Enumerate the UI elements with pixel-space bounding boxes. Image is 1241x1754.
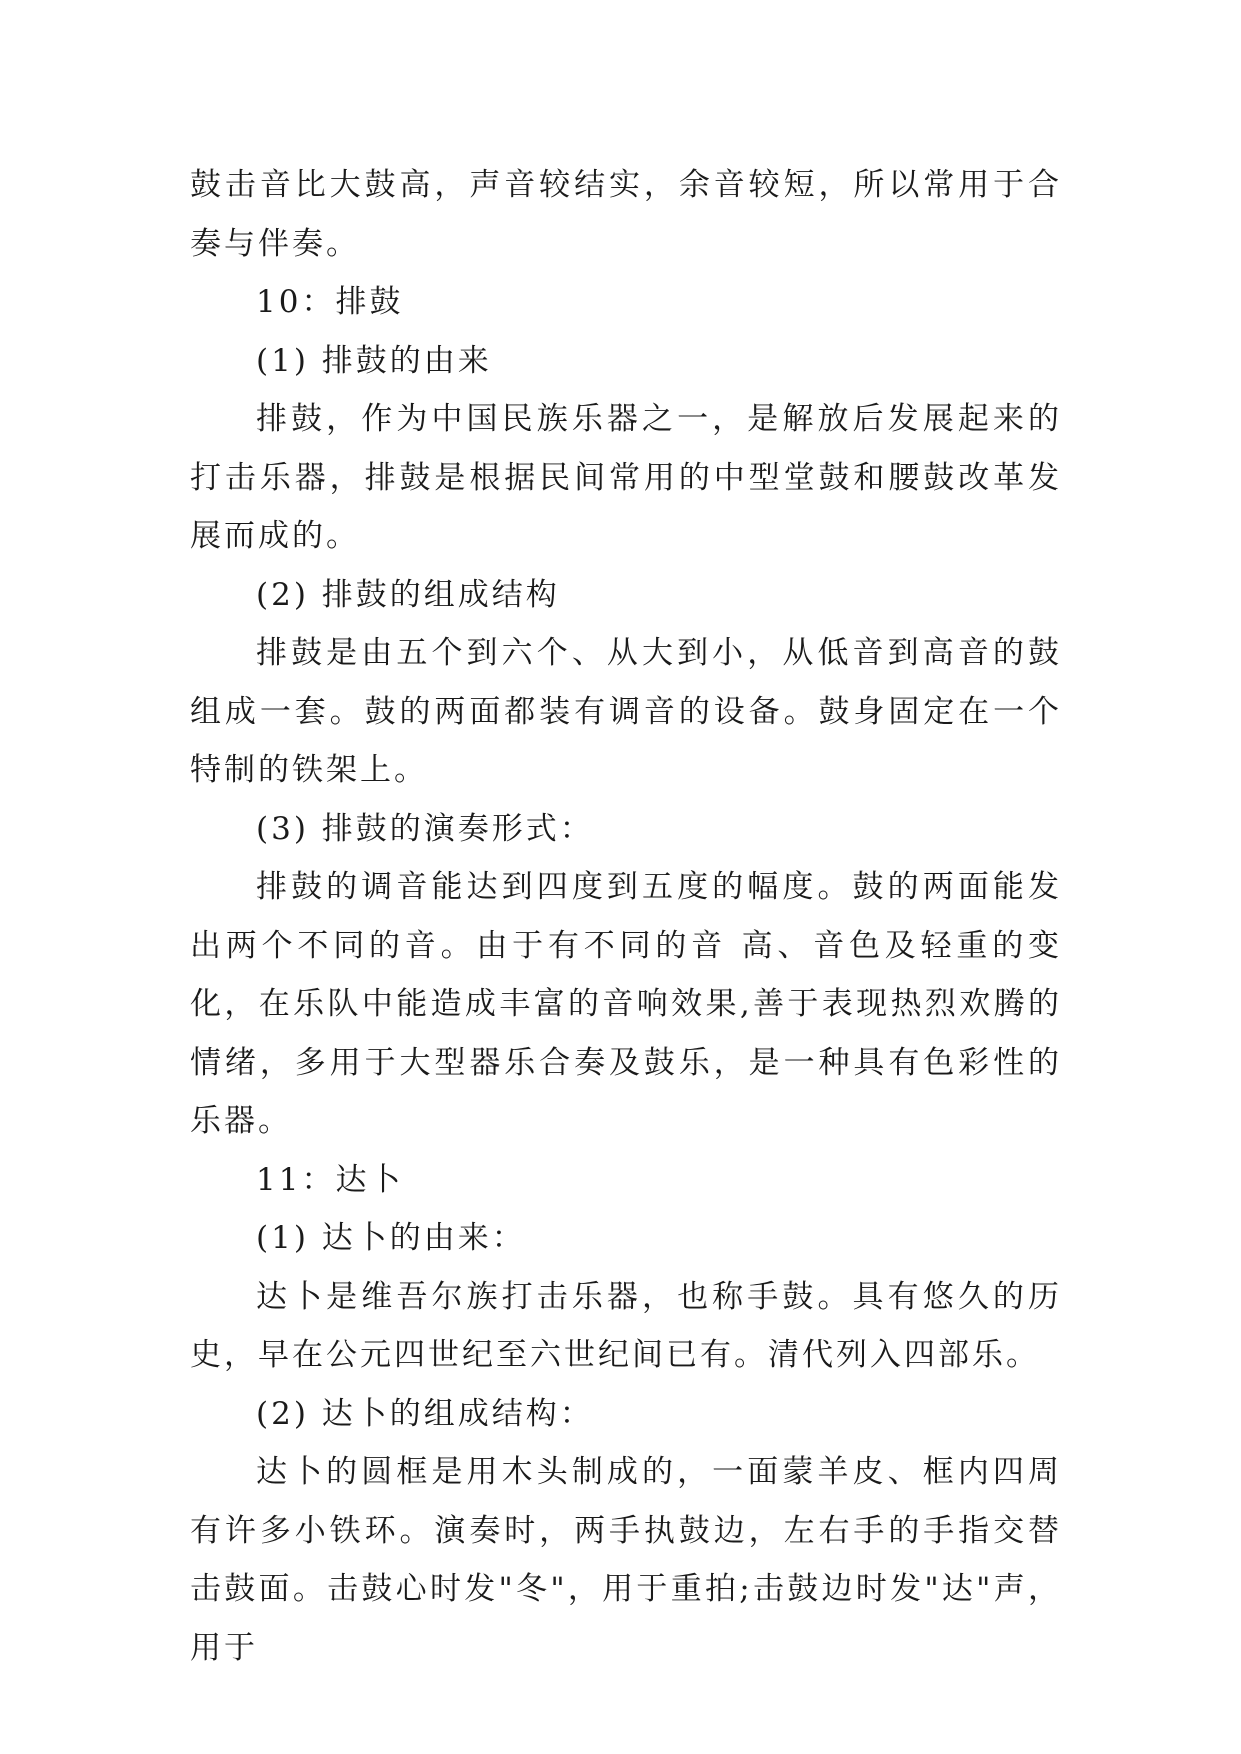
paragraph-dabu-structure: 达卜的圆框是用木头制成的，一面蒙羊皮、框内四周有许多小铁环。演奏时，两手执鼓边，左右手的手指交替击鼓面。击鼓心时发"冬"，用于重拍;击鼓边时发"达"声，用于 (190, 1454, 1062, 1666)
paragraph-dabu-origin: 达卜是维吾尔族打击乐器，也称手鼓。具有悠久的历史，早在公元四世纪至六世纪间已有。清代列入四部乐。 (190, 1278, 1062, 1373)
subheading-paigu-origin: (1) 排鼓的由来 (256, 342, 492, 379)
section-heading-dabu: 11：达卜 (256, 1161, 404, 1198)
paragraph-paigu-performance: 排鼓的调音能达到四度到五度的幅度。鼓的两面能发出两个不同的音。由于有不同的音 高、音色及轻重的变化，在乐队中能造成丰富的音响效果,善于表现热烈欢腾的情绪，多用于大型器乐合奏及鼓乐，是一种具有色彩性的乐器。 (190, 869, 1062, 1139)
paragraph-continuation: 鼓击音比大鼓高，声音较结实，余音较短，所以常用于合奏与伴奏。 (190, 167, 1062, 262)
subheading-dabu-structure: (2) 达卜的组成结构： (256, 1395, 594, 1432)
section-heading-paigu: 10：排鼓 (256, 284, 404, 320)
paragraph-paigu-origin: 排鼓，作为中国民族乐器之一，是解放后发展起来的打击乐器，排鼓是根据民间常用的中型堂鼓和腰鼓改革发展而成的。 (190, 401, 1062, 554)
subheading-paigu-performance: (3) 排鼓的演奏形式： (256, 810, 594, 847)
subheading-paigu-structure: (2) 排鼓的组成结构 (256, 576, 560, 613)
body-text (190, 156, 1062, 1677)
paragraph-paigu-structure: 排鼓是由五个到六个、从大到小，从低音到高音的鼓组成一套。鼓的两面都装有调音的设备。鼓身固定在一个特制的铁架上。 (190, 635, 1062, 788)
subheading-dabu-origin: (1) 达卜的由来： (256, 1220, 526, 1256)
